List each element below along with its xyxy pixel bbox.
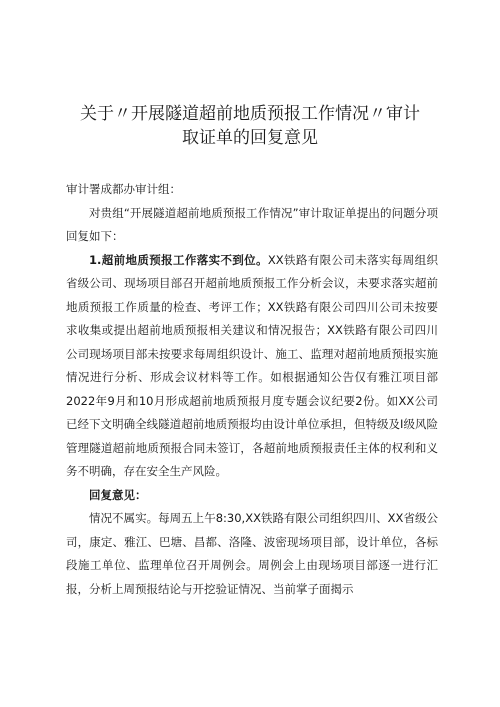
document-title (40, 102, 460, 150)
salutation: 审计署成都办审计组： (66, 182, 181, 196)
item-1-body: XX铁路有限公司未落实每周组织省级公司、现场项目部召开超前地质预报工作分析会议，未要求落实超前地质预报工作质量的检查、考评工作；XX铁路有限公司四川公司未按要求收集或提出超前地质预报相关建议和情况报告；XX铁路有限公司四川公司现场项目部未按要求每周组织设计、施工、监理对超前地质预报实施情况进行分析、形成会议材料等工作。如根据通知公告仅有雅江项目部2022年9月和10月形成超前地质预报月度专题会议纪要2份。如XX公司已经下文明确全线隧道超前地质预报均由设计单位承担，但特级及I级风险管理隧道超前地质预报合同未签订，各超前地质预报责任主体的权利和义务不明确，存在安全生产风险。 (66, 252, 438, 478)
item-1-paragraph (66, 249, 438, 484)
title-line-2: 取证单的回复意见 (182, 128, 318, 148)
title-line-1: 关于〃开展隧道超前地质预报工作情况〃审计 (80, 104, 420, 124)
intro-paragraph: 对贵组“开展隧道超前地质预报工作情况”审计取证单提出的问题分项回复如下： (66, 205, 438, 243)
item-1-heading: 1.超前地质预报工作落实不到位。 (89, 252, 268, 267)
reply-label: 回复意见： (89, 487, 147, 502)
document-body (66, 178, 438, 601)
reply-paragraph: 情况不属实。每周五上午8:30,XX铁路有限公司组织四川、XX省级公司，康定、雅江、巴塘、昌都、洛隆、波密现场项目部，设计单位，各标段施工单位、监理单位召开周例会。周例会上由现场项目部逐一进行汇报，分析上周预报结论与开挖验证情况、当前掌子面揭示 (66, 511, 438, 596)
